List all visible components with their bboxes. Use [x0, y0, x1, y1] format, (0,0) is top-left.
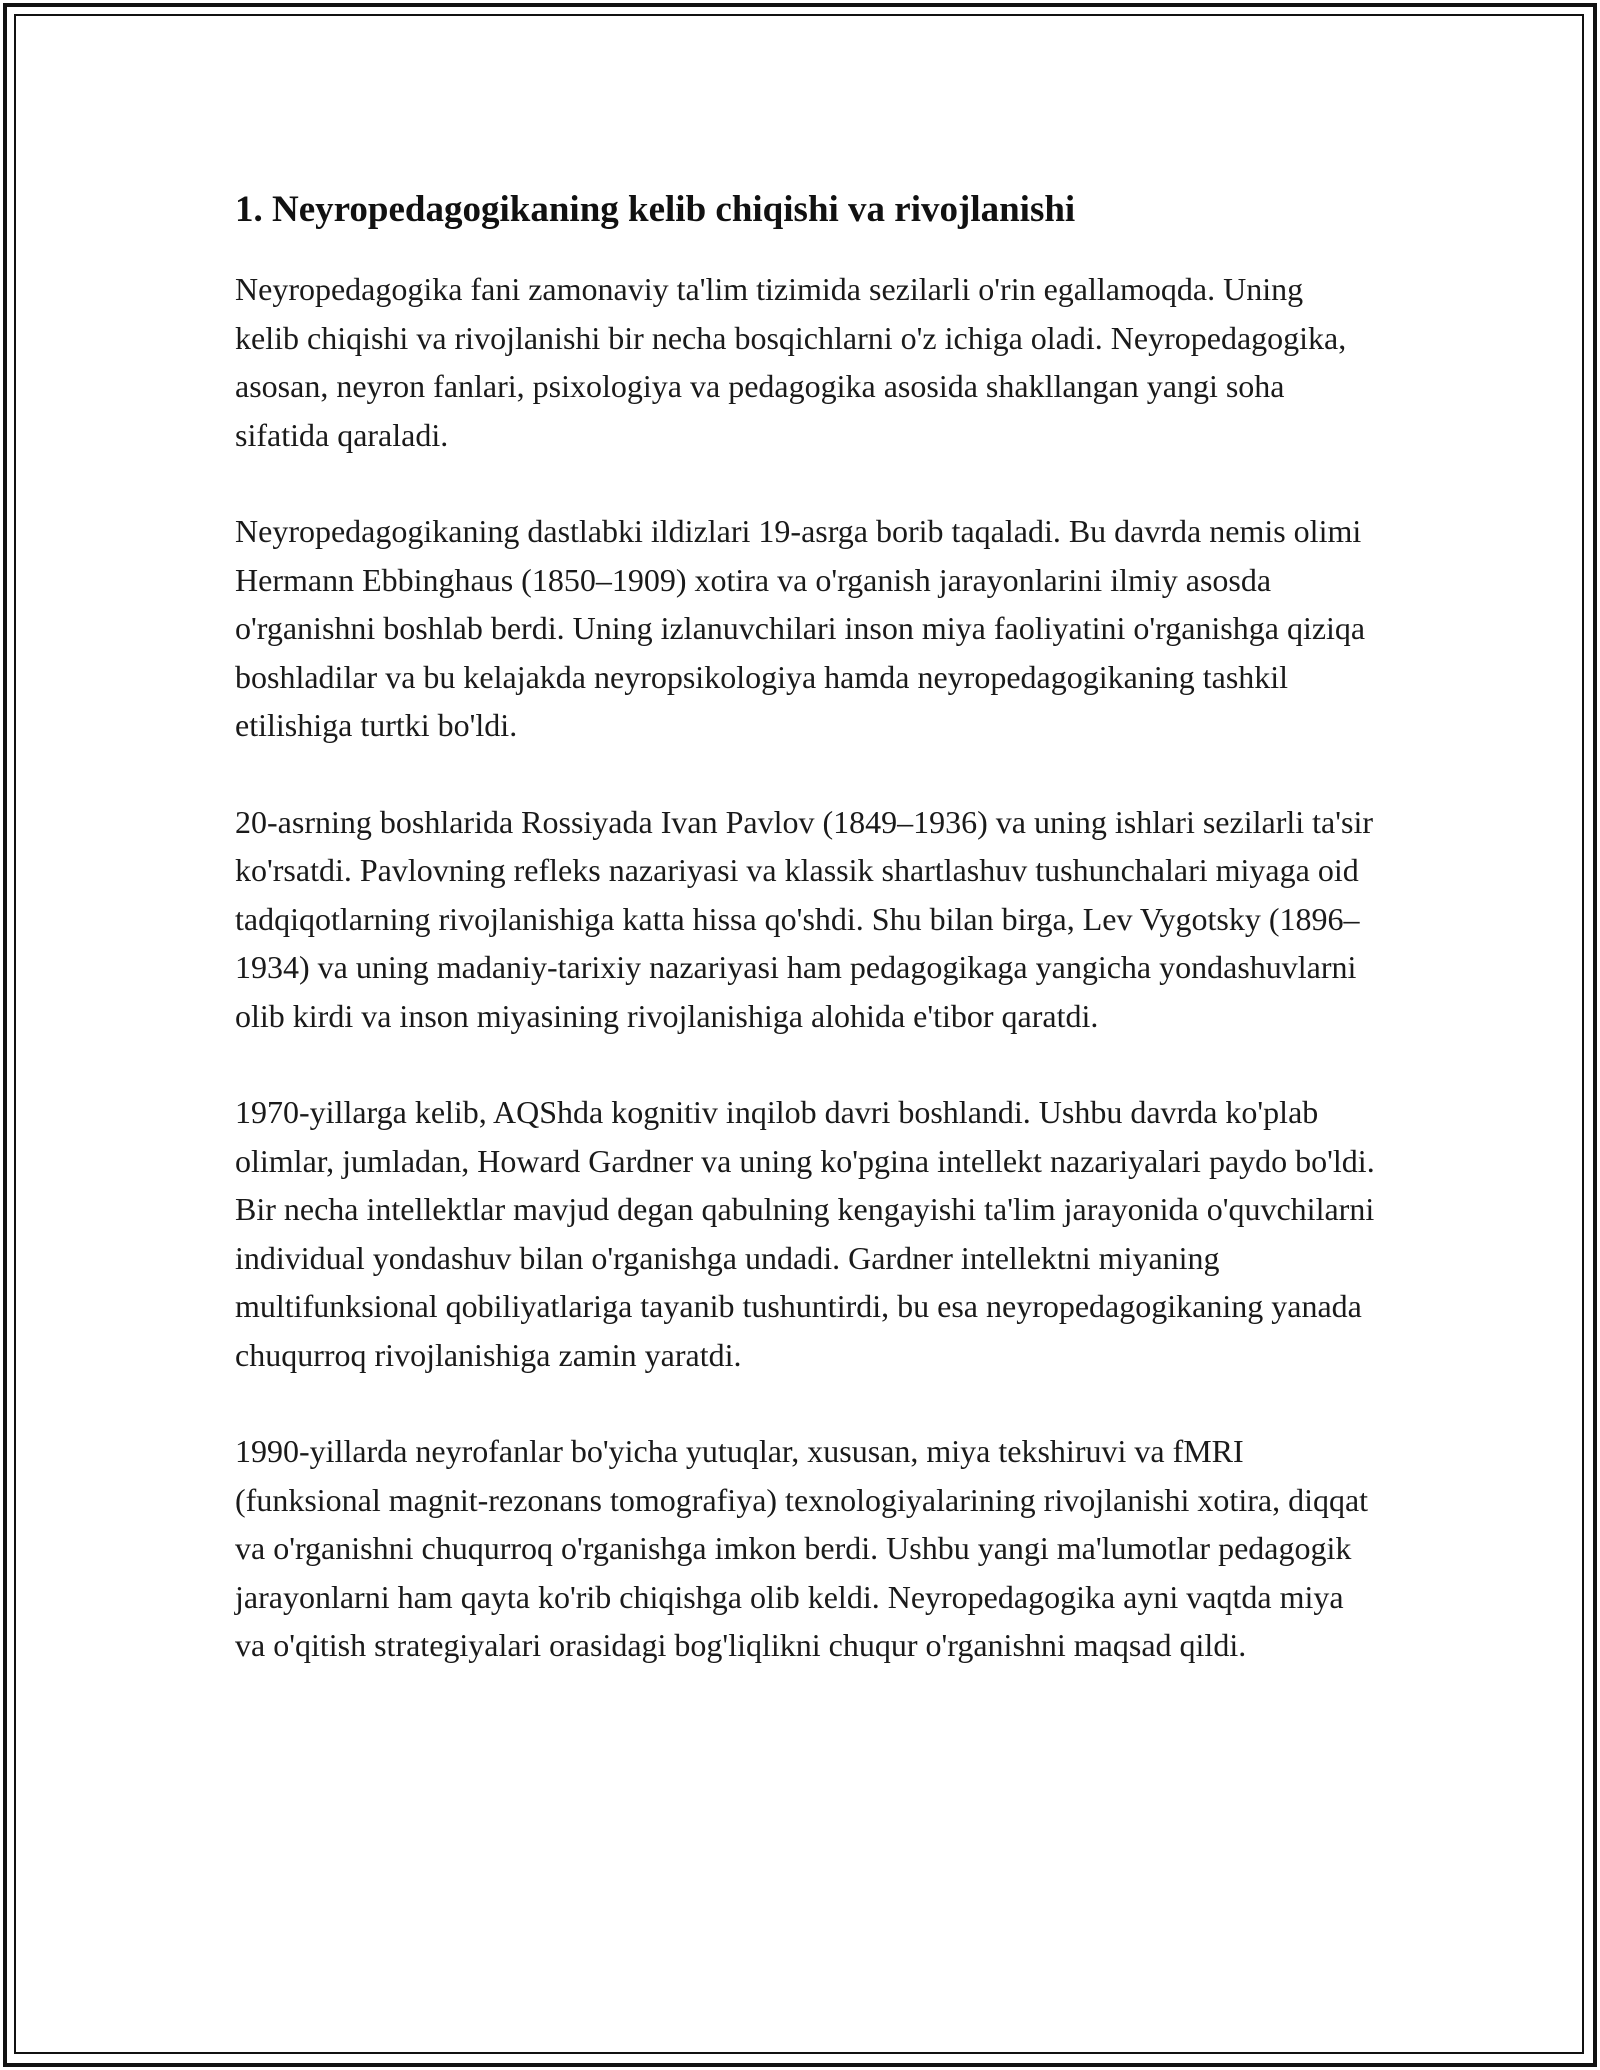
paragraph-5: 1990-yillarda neyrofanlar bo'yicha yutuqlar, xususan, miya tekshiruvi va fMRI (funksional magnit-rezonans tomografiya) texnologiyalarining rivojlanishi xotira, diqqat va o'rganishni chuqurroq o'rganishga imkon berdi. Ushbu yangi ma'lumotlar pedagogik jarayonlarni ham qayta ko'rib chiqishga olib keldi. Neyropedagogika ayni vaqtda miya va o'qitish strategiyalari orasidagi bog'liqlikni chuqur o'rganishni maqsad qildi.: [235, 1433, 1369, 1663]
document-body: [235, 185, 1375, 1670]
paragraph-1: Neyropedagogika fani zamonaviy ta'lim tizimida sezilarli o'rin egallamoqda. Uning kelib chiqishi va rivojlanishi bir necha bosqichlarni o'z ichiga oladi. Neyropedagogika, asosan, neyron fanlari, psixologiya va pedagogika asosida shakllangan yangi soha sifatida qaraladi.: [235, 271, 1347, 453]
section-heading: 1. Neyropedagogikaning kelib chiqishi va rivojlanishi: [235, 189, 1076, 230]
paragraph-2: Neyropedagogikaning dastlabki ildizlari 19-asrga borib taqaladi. Bu davrda nemis olimi Hermann Ebbinghaus (1850–1909) xotira va o'rganish jarayonlarini ilmiy asosda o'rganishni boshlab berdi. Uning izlanuvchilari inson miya faoliyatini o'rganishga qiziqa boshladilar va bu kelajakda neyropsikologiya hamda neyropedagogikaning tashkil etilishiga turtki bo'ldi.: [235, 513, 1366, 743]
paragraph-3: 20-asrning boshlarida Rossiyada Ivan Pavlov (1849–1936) va uning ishlari sezilarli ta'sir ko'rsatdi. Pavlovning refleks nazariyasi va klassik shartlashuv tushunchalari miyaga oid tadqiqotlarning rivojlanishiga katta hissa qo'shdi. Shu bilan birga, Lev Vygotsky (1896–1934) va uning madaniy-tarixiy nazariyasi ham pedagogikaga yangicha yondashuvlarni olib kirdi va inson miyasining rivojlanishiga alohida e'tibor qaratdi.: [235, 803, 1373, 1034]
paragraph-4: 1970-yillarga kelib, AQShda kognitiv inqilob davri boshlandi. Ushbu davrda ko'plab olimlar, jumladan, Howard Gardner va uning ko'pgina intellekt nazariyalari paydo bo'ldi. Bir necha intellektlar mavjud degan qabulning kengayishi ta'lim jarayonida o'quvchilarni individual yondashuv bilan o'rganishga undadi. Gardner intellektni miyaning multifunksional qobiliyatlariga tayanib tushuntirdi, bu esa neyropedagogikaning yanada chuqurroq rivojlanishiga zamin yaratdi.: [235, 1094, 1375, 1373]
